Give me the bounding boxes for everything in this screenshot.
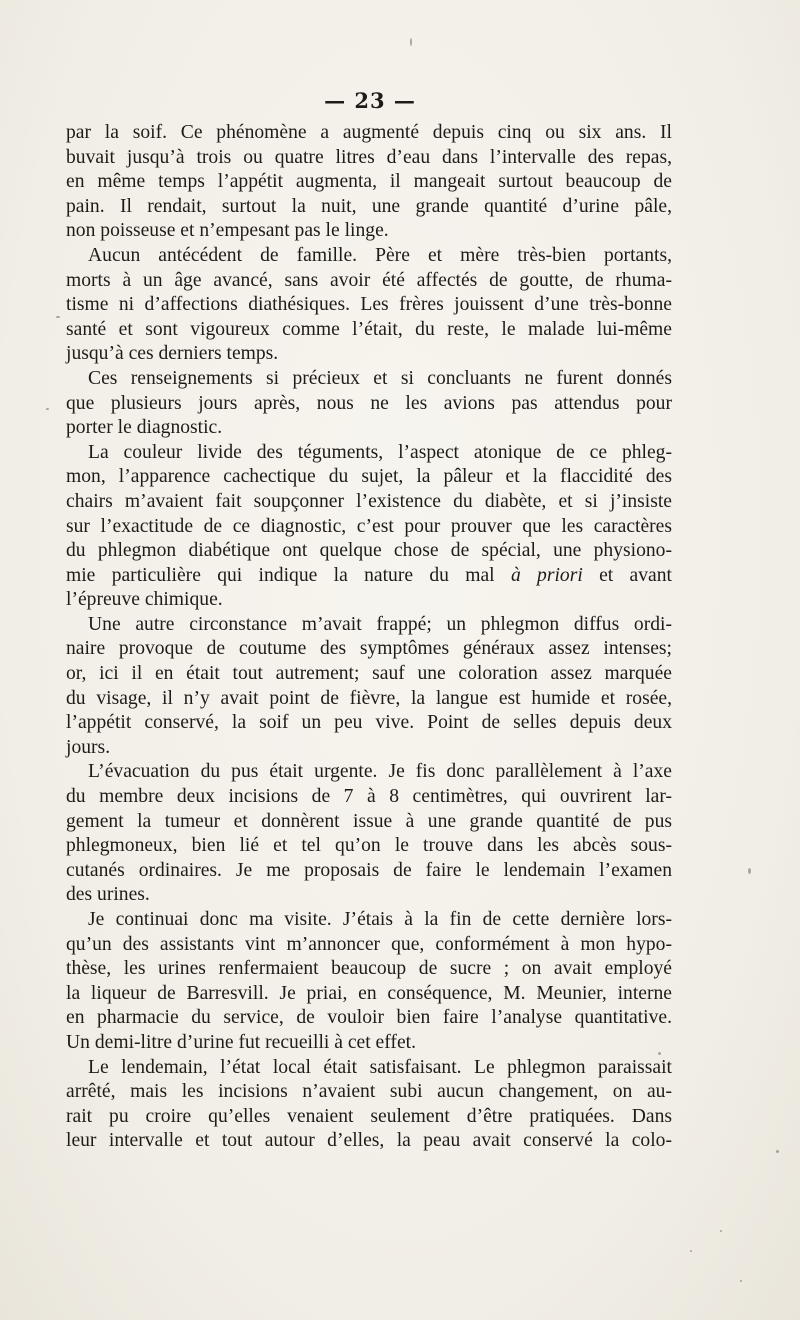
- text-line: [66, 711, 672, 736]
- text-line: [66, 588, 672, 613]
- text-line-content: par la soif. Ce phénomène a augmenté depuis cinq ou six ans. Il: [66, 122, 672, 143]
- text-line-content: rait pu croire qu’elles venaient seulement d’être pratiquées. Dans: [66, 1105, 672, 1127]
- text-line: [66, 269, 672, 294]
- body-text: [66, 121, 672, 1154]
- text-line: [66, 416, 672, 441]
- text-line: [66, 957, 672, 982]
- text-line: [66, 785, 672, 810]
- text-line: [66, 318, 672, 343]
- text-line: [66, 244, 672, 269]
- text-line-content: que plusieurs jours après, nous ne les avions pas attendus pour: [66, 392, 672, 414]
- text-line-content: morts à un âge avancé, sans avoir été affectés de goutte, de rhuma-: [66, 269, 672, 291]
- text-line: [66, 883, 672, 908]
- text-line-content: mie particulière qui indique la nature du mal: [66, 564, 495, 586]
- text-line-content: Une autre circonstance m’avait frappé; un phlegmon diffus ordi-: [88, 613, 672, 635]
- text-line: [66, 219, 672, 244]
- text-line: [66, 121, 672, 146]
- text-line: [66, 441, 672, 466]
- text-line: [66, 859, 672, 884]
- text-line-content: du phlegmon diabétique ont quelque chose de spécial, une physiono-: [66, 540, 672, 562]
- page-number: — 23 —: [324, 88, 416, 113]
- text-line: [66, 1006, 672, 1031]
- text-line: [66, 465, 672, 490]
- text-line-content: L’évacuation du pus était urgente. Je fis donc parallèlement à l’axe: [88, 761, 672, 783]
- text-line-content: mon, l’apparence cachectique du sujet, la pâleur et la flaccidité des: [66, 466, 672, 488]
- text-line-content: santé et sont vigoureux comme l’était, du reste, le malade lui-même: [66, 318, 672, 340]
- text-line: [66, 195, 672, 220]
- text-line-content: leur intervalle et tout autour d’elles, la peau avait conservé la colo-: [66, 1130, 672, 1152]
- text-line-content: l’appétit conservé, la soif un peu vive. Point de selles depuis deux: [66, 712, 672, 734]
- text-line: [66, 736, 672, 761]
- text-line: [66, 834, 672, 859]
- text-line-content: Aucun antécédent de famille. Père et mère très-bien portants,: [88, 244, 672, 266]
- text-line: [66, 1031, 672, 1056]
- text-line: [66, 367, 672, 392]
- text-line-content: pain. Il rendait, surtout la nuit, une grande quantité d’urine pâle,: [66, 195, 672, 217]
- text-line-content: jusqu’à ces derniers temps.: [66, 343, 279, 365]
- text-line-content: Le lendemain, l’état local était satisfaisant. Le phlegmon paraissait: [88, 1056, 672, 1078]
- text-line-content: chairs m’avaient fait soupçonner l’existence du diabète, et si j’insiste: [66, 490, 672, 512]
- text-line-content: gement la tumeur et donnèrent issue à une grande quantité de pus: [66, 810, 672, 832]
- text-line-content: qu’un des assistants vint m’annoncer que, conformément à mon hypo-: [66, 933, 672, 955]
- text-line-content: porter le diagnostic.: [66, 417, 223, 439]
- text-line-content: l’épreuve chimique.: [66, 589, 223, 611]
- text-line-content: en pharmacie du service, de vouloir bien faire l’analyse quantitative.: [66, 1007, 672, 1029]
- text-line: [66, 515, 672, 540]
- text-line: [66, 908, 672, 933]
- text-line-content: buvait jusqu’à trois ou quatre litres d’eau dans l’intervalle des repas,: [66, 146, 672, 168]
- text-line: [66, 637, 672, 662]
- text-line: [66, 1129, 672, 1154]
- text-line-content: Je continuai donc ma visite. J’étais à la fin de cette dernière lors-: [88, 909, 672, 930]
- text-line-content: phlegmoneux, bien lié et tel qu’on le trouve dans les abcès sous-: [66, 835, 672, 857]
- text-line: [66, 982, 672, 1007]
- text-line-content: tisme ni d’affections diathésiques. Les frères jouissent d’une très-bonne: [66, 294, 672, 316]
- text-line-content: jours.: [66, 736, 111, 758]
- text-line-content: non poisseuse et n’empesant pas le linge.: [66, 220, 389, 242]
- text-line: [66, 662, 672, 687]
- text-line: [66, 1105, 672, 1130]
- text-line-content: Ces renseignements si précieux et si concluants ne furent donnés: [88, 367, 672, 389]
- text-line: [66, 564, 672, 589]
- text-line: [66, 539, 672, 564]
- text-line: [66, 146, 672, 171]
- text-line-content: arrêté, mais les incisions n’avaient subi aucun changement, on au-: [66, 1081, 672, 1103]
- text-line: [66, 490, 672, 515]
- text-line: [66, 933, 672, 958]
- text-line: [66, 342, 672, 367]
- text-line-content: thèse, les urines renfermaient beaucoup de sucre ; on avait employé: [66, 958, 672, 980]
- text-line-tail: et avant: [582, 564, 672, 586]
- text-line-content: or, ici il en était tout autrement; sauf une coloration assez marquée: [66, 663, 672, 685]
- text-line: [66, 293, 672, 318]
- text-line: [66, 1080, 672, 1105]
- text-line-content: cutanés ordinaires. Je me proposais de faire le lendemain l’examen: [66, 859, 672, 881]
- text-line-content: La couleur livide des téguments, l’aspect atonique de ce phleg-: [88, 441, 672, 463]
- text-line: [66, 1056, 672, 1081]
- text-line: [66, 760, 672, 785]
- text-line: [66, 810, 672, 835]
- text-line-content: en même temps l’appétit augmenta, il mangeait surtout beaucoup de: [66, 171, 672, 193]
- text-line-content: Un demi-litre d’urine fut recueilli à cet effet.: [66, 1031, 416, 1053]
- italic-phrase: à priori: [510, 564, 583, 586]
- text-line-content: du membre deux incisions de 7 à 8 centimètres, qui ouvrirent lar-: [66, 786, 672, 808]
- text-line: [66, 687, 672, 712]
- text-line-content: sur l’exactitude de ce diagnostic, c’est pour prouver que les caractères: [66, 515, 672, 537]
- text-line-content: naire provoque de coutume des symptômes généraux assez intenses;: [66, 638, 672, 660]
- text-line-content: des urines.: [66, 884, 150, 906]
- text-line-content: du visage, il n’y avait point de fièvre, la langue est humide et rosée,: [66, 687, 672, 709]
- text-line: [66, 170, 672, 195]
- text-line-content: la liqueur de Barresvill. Je priai, en conséquence, M. Meunier, interne: [66, 982, 672, 1004]
- text-line: [66, 613, 672, 638]
- text-line: [66, 392, 672, 417]
